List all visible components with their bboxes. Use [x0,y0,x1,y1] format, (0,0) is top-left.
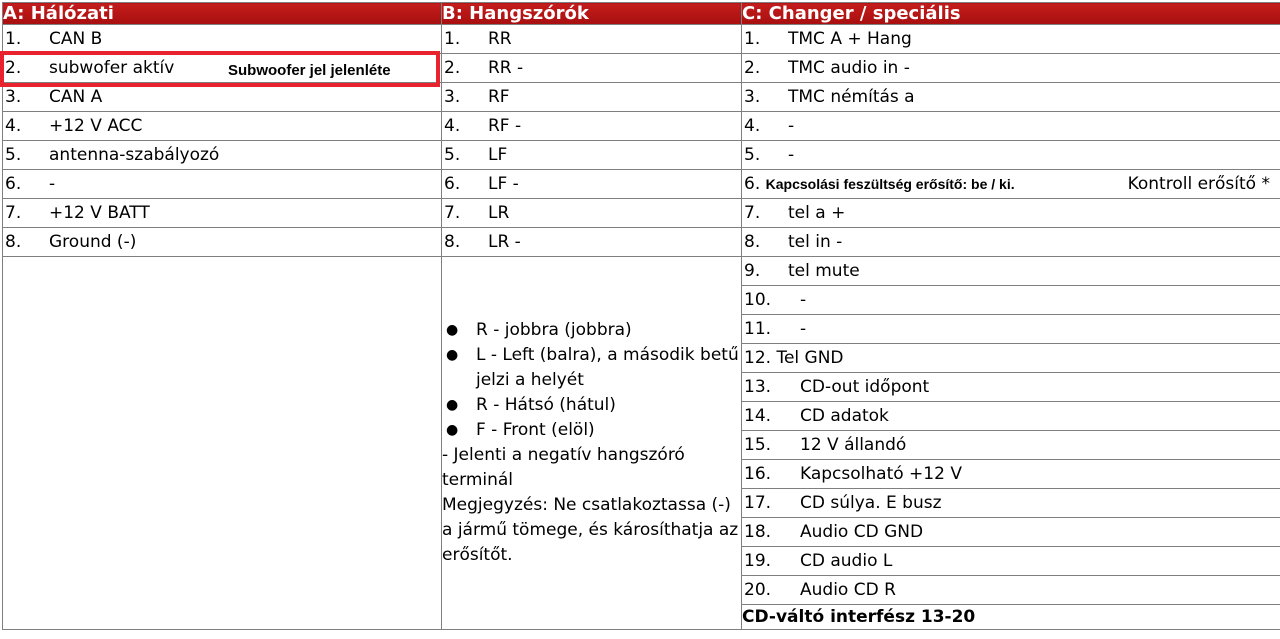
c-pin-7 [742,199,1280,228]
pin-label: LR [488,203,510,223]
speaker-legend [442,257,742,630]
pin-label: - [800,319,807,339]
pin-number: 15. [744,435,772,455]
b-pin-2 [442,54,742,83]
pin-label: TMC audio in - [788,58,910,78]
header-row [3,3,1280,25]
table-row [3,112,1280,141]
pin-number: 2. [744,58,761,78]
c-pin-10 [742,286,1280,315]
pin-number: 4. [5,116,22,136]
c-pin-16 [742,460,1280,489]
pin-label: CD adatok [800,406,889,426]
bullet-icon: ● [446,422,459,438]
pin-label: antenna-szabályozó [49,145,220,165]
pin-number: 14. [744,406,772,426]
negative-terminal-note: - Jelenti a negatív hangszóró terminál [442,445,685,490]
pin-number: 17. [744,493,772,513]
c-pin-6 [742,170,1280,199]
legend-text: R - jobbra (jobbra) [476,320,632,340]
bullet-icon: ● [446,347,459,363]
pin-number: 2. [444,58,461,78]
pin-label: RR [488,29,512,49]
pin-number: 13. [744,377,772,397]
pin-label: - [49,174,56,194]
legend-item [442,318,741,343]
pin-number: 1. [5,29,22,49]
pin-label: tel a + [788,203,846,223]
pin-number: 6. [444,174,461,194]
pin-number: 8. [5,232,22,252]
pin-label: Audio CD GND [800,522,924,542]
c-pin-20 [742,576,1280,605]
b-pin-1 [442,25,742,54]
pin-label: RF [488,87,510,107]
pin-label: +12 V ACC [49,116,143,136]
a-empty-area [3,257,442,630]
pin-label: tel in - [788,232,843,252]
c-pin-2 [742,54,1280,83]
pin-label: RF - [488,116,522,136]
pin-label: CAN B [49,29,103,49]
pin-label: Kapcsolási feszültség erősítő: be / ki. [765,176,1015,192]
a-pin-8 [3,228,442,257]
c-pin-4 [742,112,1280,141]
legend-text: L - Left (balra), a második betű jelzi a helyét [476,345,739,390]
pin-label: - [788,116,795,136]
pin-label: - [800,290,807,310]
pin-label: LF [488,145,508,165]
c-pin-14 [742,402,1280,431]
table-row [3,25,1280,54]
a-pin-4 [3,112,442,141]
pin-number: 3. [5,87,22,107]
pin-label: Audio CD R [800,580,896,600]
c-pin-12 [742,344,1280,373]
header-c: C: Changer / speciális [742,3,1280,25]
pin-number: 4. [444,116,461,136]
table-row [3,228,1280,257]
pin-label: CD súlya. E busz [800,493,942,513]
pin-number: 10. [744,290,772,310]
pin-number: 20. [744,580,772,600]
legend-text: F - Front (elöl) [476,420,595,440]
pin-label: - [788,145,795,165]
pin-number: 5. [744,145,761,165]
c-pin-9 [742,257,1280,286]
pin-number: 12. [744,348,772,368]
pin-label: +12 V BATT [49,203,150,223]
c-pin-8 [742,228,1280,257]
pin-number: 1. [744,29,761,49]
pin-number: 8. [444,232,461,252]
legend-text: R - Hátsó (hátul) [476,395,616,415]
pin-number: 19. [744,551,772,571]
legend-item [442,393,741,418]
pin-label: CD audio L [800,551,893,571]
c-pin-15 [742,431,1280,460]
pin-number: 4. [744,116,761,136]
pin-label: TMC A + Hang [788,29,912,49]
header-b: B: Hangszórók [442,3,742,25]
pin-label: CD-out időpont [800,377,930,397]
pin-label: Ground (-) [49,232,137,252]
pin-number: 11. [744,319,772,339]
pin-number: 6. [5,174,22,194]
c-pin-19 [742,547,1280,576]
table-row [3,170,1280,199]
pin-number: 1. [444,29,461,49]
c-pin-17 [742,489,1280,518]
pin-number: 9. [744,261,761,281]
pin-number: 5. [444,145,461,165]
header-a: A: Hálózati [3,3,442,25]
table-row [3,199,1280,228]
pin-label: subwofer aktív [49,58,175,78]
legend-item [442,418,741,443]
pin-number: 6. [744,174,761,194]
pin-number: 3. [744,87,761,107]
b-pin-3 [442,83,742,112]
a-pin-6 [3,170,442,199]
bullet-icon: ● [446,322,459,338]
pin-number: 5. [5,145,22,165]
b-pin-7 [442,199,742,228]
pin-number: 8. [744,232,761,252]
c-pin-1 [742,25,1280,54]
bullet-icon: ● [446,397,459,413]
pin-number: 7. [444,203,461,223]
pin-number: 7. [5,203,22,223]
legend-item [442,343,741,393]
cd-changer-footer: CD-váltó interfész 13-20 [742,605,1280,630]
pin-label: tel mute [788,261,860,281]
pin-label: 12 V állandó [800,435,907,455]
pin-number: 3. [444,87,461,107]
c-pin-5 [742,141,1280,170]
table-row [3,141,1280,170]
pin-label: LF - [488,174,519,194]
a-pin-5 [3,141,442,170]
b-pin-6 [442,170,742,199]
b-pin-4 [442,112,742,141]
a-pin-1 [3,25,442,54]
b-pin-5 [442,141,742,170]
control-note: Kontroll erősítő * [1127,174,1270,194]
c-pin-3 [742,83,1280,112]
highlight-note: Subwoofer jel jelenléte [228,62,391,79]
pin-label: RR - [488,58,524,78]
pin-label: Kapcsolható +12 V [800,464,962,484]
table-row [3,257,1280,286]
pin-label: TMC némítás a [788,87,915,107]
pin-label: LR - [488,232,521,252]
c-pin-13 [742,373,1280,402]
pin-number: 2. [5,58,22,78]
pin-number: 16. [744,464,772,484]
c-pin-18 [742,518,1280,547]
c-pin-11 [742,315,1280,344]
pin-label: CAN A [49,87,103,107]
b-pin-8 [442,228,742,257]
warning-note: Megjegyzés: Ne csatlakoztassa (-) a jármű tömege, és károsíthatja az erősítőt. [442,495,739,565]
pin-label: Tel GND [776,348,844,368]
pin-number: 18. [744,522,772,542]
pin-number: 7. [744,203,761,223]
a-pin-7 [3,199,442,228]
pinout-table [2,2,1280,630]
